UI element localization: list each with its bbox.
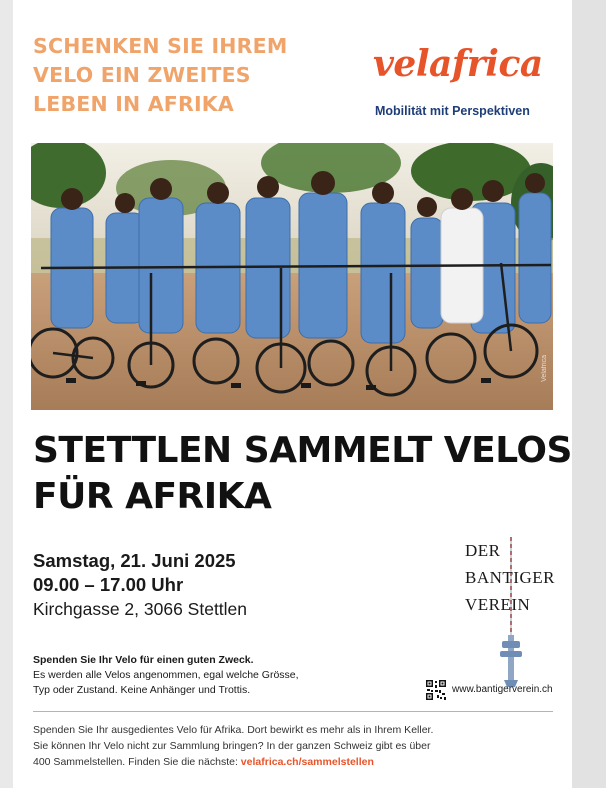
sammelstellen-link[interactable]: velafrica.ch/sammelstellen bbox=[240, 756, 374, 768]
event-time: 09.00 – 17.00 Uhr bbox=[33, 574, 184, 595]
headline-line-1: SCHENKEN SIE IHREM bbox=[33, 34, 288, 58]
donate-lead: Spenden Sie Ihr Velo für einen guten Zweck. bbox=[33, 654, 254, 666]
footer-line-3 bbox=[33, 754, 433, 770]
event-address: Kirchgasse 2, 3066 Stettlen bbox=[33, 599, 248, 619]
event-details bbox=[33, 549, 247, 621]
main-title bbox=[33, 428, 572, 520]
footer-line-3-text: 400 Sammelstellen. Finden Sie die nächste: bbox=[33, 756, 241, 768]
velafrica-logo: velafrica bbox=[373, 43, 543, 85]
bantiger-word-der: DER bbox=[465, 541, 501, 560]
bantiger-word-bantiger: BANTIGER bbox=[465, 568, 555, 587]
bantiger-word-verein: VEREIN bbox=[465, 595, 531, 614]
flyer-page bbox=[13, 0, 572, 788]
footer-divider bbox=[33, 711, 553, 712]
headline bbox=[33, 32, 333, 119]
photo-credit: Velafrica bbox=[541, 355, 548, 382]
footer-line-1: Spenden Sie Ihr ausgedientes Velo für Afrika. Dort bewirkt es mehr als in Ihrem Keller. bbox=[33, 724, 434, 736]
bantiger-url: www.bantigerverein.ch bbox=[452, 684, 553, 695]
bantiger-verein-logo bbox=[453, 537, 553, 687]
schoolgirls-bicycles-photo bbox=[31, 143, 553, 410]
logo-tagline: Mobilität mit Perspektiven bbox=[375, 104, 530, 118]
photo-illustration bbox=[31, 143, 553, 410]
footer-text bbox=[33, 722, 433, 770]
page-edge bbox=[572, 0, 606, 788]
donate-info bbox=[33, 653, 299, 698]
event-date: Samstag, 21. Juni 2025 bbox=[33, 550, 236, 571]
donate-line-2: Typ oder Zustand. Keine Anhänger und Trottis. bbox=[33, 684, 251, 696]
headline-line-2: VELO EIN ZWEITES bbox=[33, 63, 251, 87]
qr-code-icon bbox=[425, 679, 447, 701]
title-line-2: FÜR AFRIKA bbox=[33, 476, 272, 517]
title-line-1: STETTLEN SAMMELT VELOS bbox=[33, 430, 572, 471]
donate-line-1: Es werden alle Velos angenommen, egal welche Grösse, bbox=[33, 669, 299, 681]
footer-line-2: Sie können Ihr Velo nicht zur Sammlung bringen? In der ganzen Schweiz gibt es über bbox=[33, 740, 431, 752]
headline-line-3: LEBEN IN AFRIKA bbox=[33, 92, 234, 116]
